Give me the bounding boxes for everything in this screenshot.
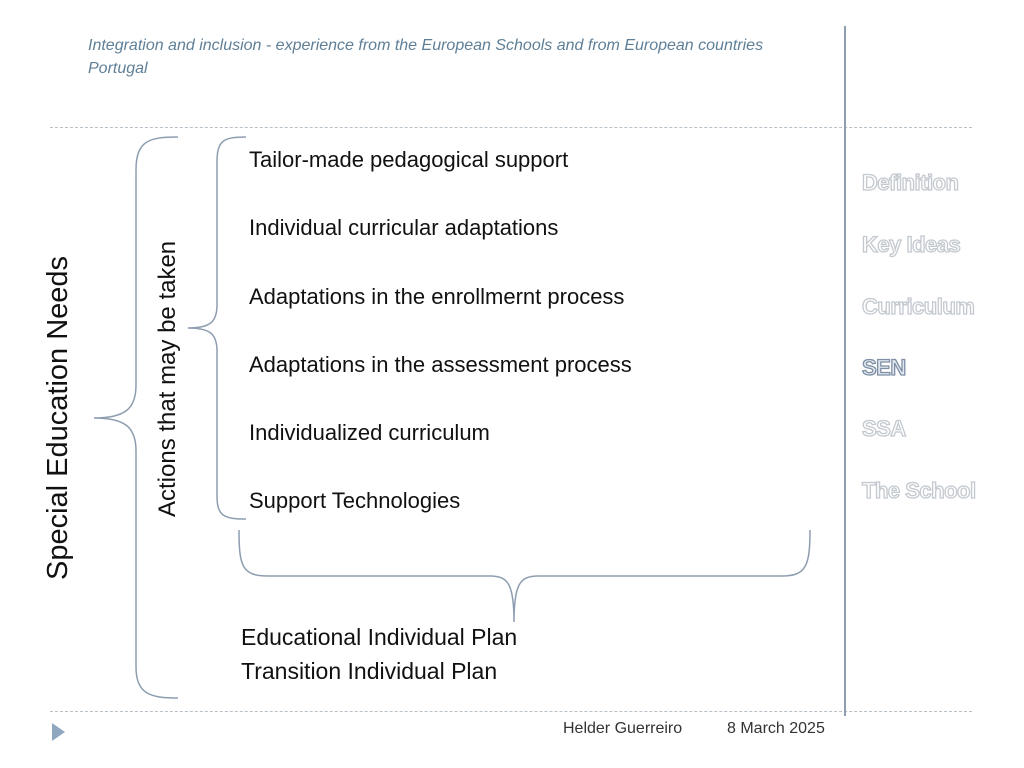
nav-item-definition[interactable]: Definition <box>862 170 959 195</box>
action-item-1: Tailor-made pedagogical support <box>249 147 569 172</box>
nav-item-sen[interactable]: SEN <box>862 355 906 380</box>
action-item-6: Support Technologies <box>249 488 461 513</box>
header-title-line-2: Portugal <box>88 60 148 77</box>
actions-label: Actions that may be taken <box>154 240 181 517</box>
action-item-5: Individualized curriculum <box>249 420 490 445</box>
action-item-2: Individual curricular adaptations <box>249 215 559 240</box>
action-item-3: Adaptations in the enrollmernt process <box>249 284 625 309</box>
plans-brace <box>239 530 810 622</box>
plan-item-2: Transition Individual Plan <box>241 658 498 684</box>
nav-item-key-ideas[interactable]: Key Ideas <box>862 232 961 257</box>
triangle-right-icon <box>52 723 65 741</box>
nav-item-the-school[interactable]: The School <box>862 478 976 503</box>
header-title-line-1: Integration and inclusion - experience from the European Schools and from European countries <box>88 37 764 54</box>
footer-date: 8 March 2025 <box>727 720 825 737</box>
nav-item-ssa[interactable]: SSA <box>862 416 906 441</box>
nav-item-curriculum[interactable]: Curriculum <box>862 294 975 319</box>
footer-author: Helder Guerreiro <box>563 720 683 737</box>
plan-item-1: Educational Individual Plan <box>241 624 518 650</box>
actions-brace <box>188 137 246 519</box>
action-item-4: Adaptations in the assessment process <box>249 352 632 377</box>
sen-label: Special Education Needs <box>42 255 74 580</box>
